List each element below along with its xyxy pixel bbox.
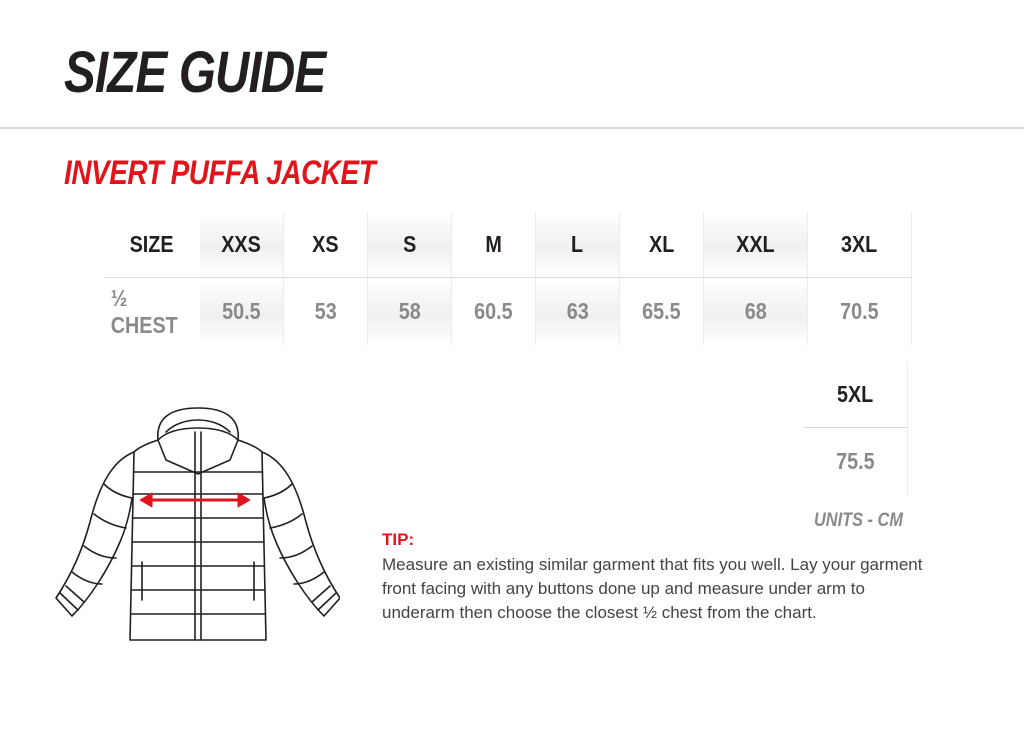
chest-cell: 50.5 bbox=[200, 278, 284, 346]
chest-cell: 75.5 bbox=[804, 428, 908, 496]
size-cell: L bbox=[536, 212, 620, 278]
chest-row-label: ½ CHEST bbox=[110, 284, 178, 338]
chest-cell: 70.5 bbox=[808, 278, 912, 346]
size-cell: XXL bbox=[704, 212, 808, 278]
chest-cell: 68 bbox=[704, 278, 808, 346]
size-row bbox=[104, 212, 912, 278]
tip-text: Measure an existing similar garment that fits you well. Lay your garment front facing with any buttons done up and measure under arm to underarm then choose the closest ½ chest from the chart. bbox=[382, 555, 923, 622]
extra-size-row bbox=[804, 362, 908, 428]
chest-cell: 60.5 bbox=[452, 278, 536, 346]
puffa-jacket-icon bbox=[50, 402, 340, 652]
size-cell: XL bbox=[620, 212, 704, 278]
size-cell: XXS bbox=[200, 212, 284, 278]
chest-cell: 58 bbox=[368, 278, 452, 346]
size-cell: 3XL bbox=[808, 212, 912, 278]
page-title: SIZE GUIDE bbox=[64, 40, 326, 105]
chest-cell: 63 bbox=[536, 278, 620, 346]
header-divider bbox=[0, 127, 1024, 129]
tip-label: TIP: bbox=[382, 530, 415, 549]
size-cell: 5XL bbox=[804, 362, 908, 428]
size-cell: XS bbox=[284, 212, 368, 278]
size-cell: S bbox=[368, 212, 452, 278]
extra-chest-row bbox=[804, 428, 908, 496]
chest-cell: 65.5 bbox=[620, 278, 704, 346]
size-chart-table bbox=[104, 212, 912, 345]
chest-cell: 53 bbox=[284, 278, 368, 346]
chest-row bbox=[104, 278, 912, 346]
extra-size-table bbox=[804, 362, 908, 495]
product-name: INVERT PUFFA JACKET bbox=[64, 154, 376, 192]
size-row-label: SIZE bbox=[104, 212, 200, 278]
units-label: UNITS - CM bbox=[814, 510, 903, 531]
size-cell: M bbox=[452, 212, 536, 278]
